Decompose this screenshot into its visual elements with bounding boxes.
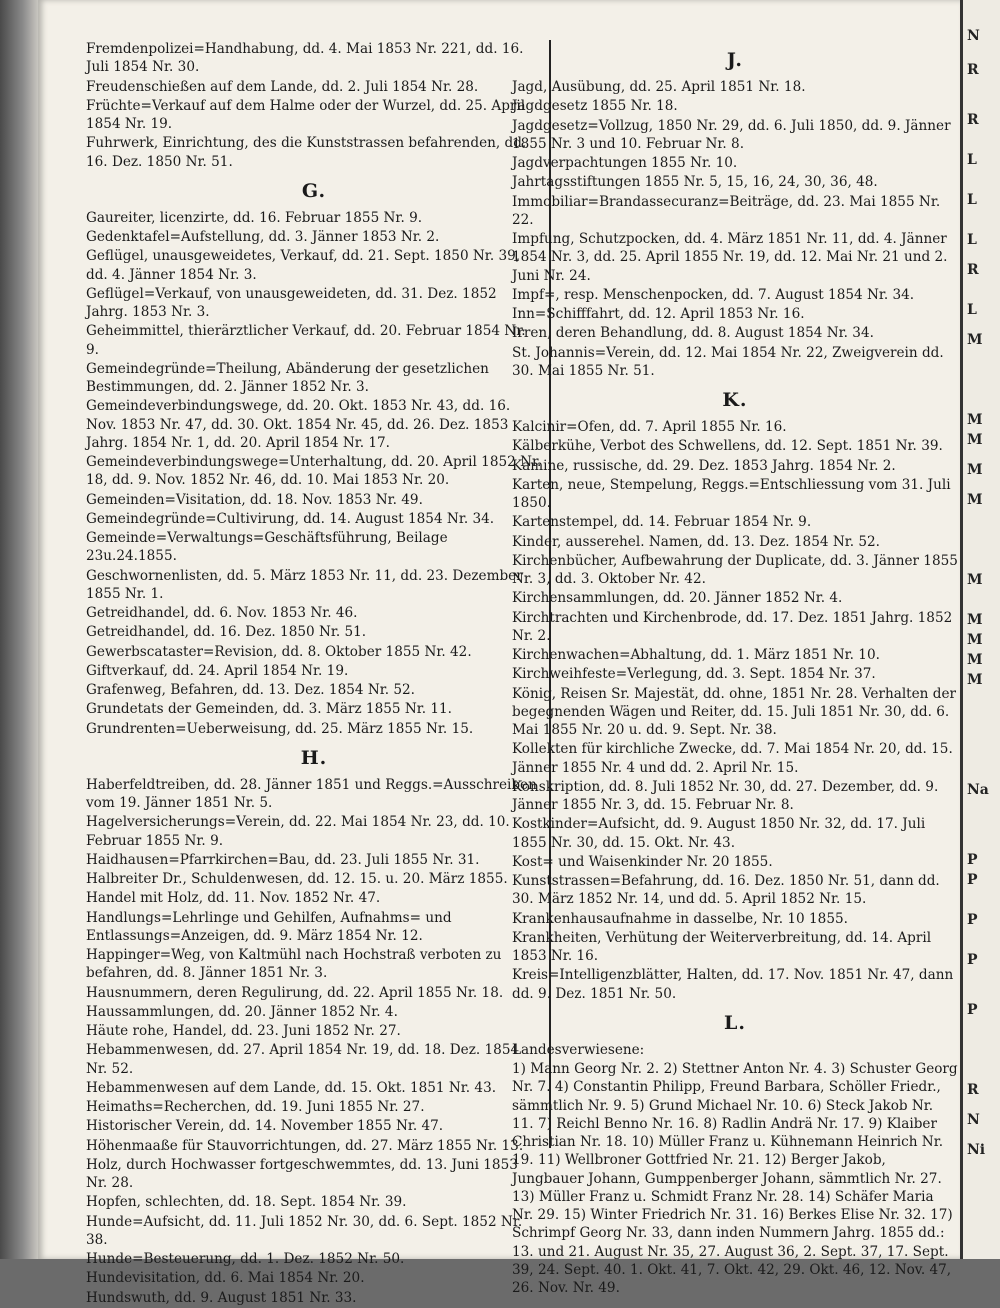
left-column: [86, 40, 542, 1308]
index-entry: Jagdverpachtungen 1855 Nr. 10.: [512, 155, 738, 171]
margin-glyph: M: [967, 632, 983, 648]
index-entry: Kostkinder=Aufsicht, dd. 9. August 1850 Nr. 32, dd. 17. Juli 1855 Nr. 30, dd. 15. Okt. Nr. 43.: [512, 816, 926, 851]
index-entry: Konskription, dd. 8. Juli 1852 Nr. 30, dd. 27. Dezember, dd. 9. Jänner 1855 Nr. 3, dd. 15. Februar Nr. 8.: [512, 778, 939, 813]
index-entry: Jagdgesetz=Vollzug, 1850 Nr. 29, dd. 6. Juli 1850, dd. 9. Jänner 1855 Nr. 3 und 10. Februar Nr. 8.: [512, 117, 951, 152]
index-entry: Gemeindeverbindungswege=Unterhaltung, dd. 20. April 1852 Nr. 18, dd. 9. Nov. 1852 Nr. 46, dd. 10. Mai 1853 Nr. 20.: [86, 454, 542, 489]
margin-glyph: Na: [967, 782, 989, 798]
index-entry: Jagd, Ausübung, dd. 25. April 1851 Nr. 18.: [512, 79, 806, 95]
index-paragraph: 1) Mann Georg Nr. 2. 2) Stettner Anton Nr. 4. 3) Schuster Georg Nr. 7. 4) Constantin Philipp, Freund Barbara, Schöller Friedr., sämmtlich Nr. 9. 5) Grund Michael Nr. 10. 6) Steck Jakob Nr. 11. 7) Reichl Benno Nr. 16. 8) Radlin Andrä Nr. 17. 9) Klaiber Christian Nr. 18. 10) Müller Franz u. Kühnemann Heinrich Nr. 19. 11) Wellbroner Gottfried Nr. 21. 12) Berger Jakob, Jungbauer Johann, Gumppenberger Johann, sämmtlich Nr. 27. 13) Müller Franz u. Schmidt Franz Nr. 28. 14) Schäfer Maria Nr. 29. 15) Winter Friedrich Nr. 31. 16) Berkes Elise Nr. 32. 17) Schrimpf Georg Nr. 33, dann inden Nummern Jahrg. 1855 dd.: 13. und 21. August Nr. 35, 27. August 36, 2. Sept. 37, 17. Sept. 39, 24. Sept. 40. 1. Okt. 41, 7. Okt. 42, 29. Okt. 46, 12. Nov. 47, 26. Nov. Nr. 49.: [512, 1061, 958, 1296]
index-entry: Irren, deren Behandlung, dd. 8. August 1854 Nr. 34.: [512, 325, 874, 342]
margin-glyph: M: [967, 652, 983, 668]
margin-glyph: P: [967, 852, 978, 868]
index-entry: Geheimmittel, thierärztlicher Verkauf, dd. 20. Februar 1854 Nr. 9.: [86, 323, 526, 358]
index-entry: Hagelversicherungs=Verein, dd. 22. Mai 1854 Nr. 23, dd. 10. Februar 1855 Nr. 9.: [86, 814, 510, 849]
index-entry: Kälberkühe, Verbot des Schwellens, dd. 12. Sept. 1851 Nr. 39.: [512, 438, 943, 455]
index-entry: Geschwornenlisten, dd. 5. März 1853 Nr. 11, dd. 23. Dezember 1855 Nr. 1.: [86, 567, 523, 602]
index-entry: Gemeindeverbindungswege, dd. 20. Okt. 1853 Nr. 43, dd. 16. Nov. 1853 Nr. 47, dd. 30. Okt. 1854 Nr. 45, dd. 26. Dez. 1853 Jahrg. 1854 Nr. 1, dd. 20. April 1854 Nr. 17.: [86, 398, 511, 451]
section-letter: H.: [300, 746, 328, 769]
margin-glyph: M: [967, 672, 983, 688]
margin-glyph: N: [967, 28, 980, 44]
right-column: [512, 40, 958, 1298]
index-entry: Jahrtagsstiftungen 1855 Nr. 5, 15, 16, 24, 30, 36, 48.: [512, 174, 878, 191]
index-entry: König, Reisen Sr. Majestät, dd. ohne, 1851 Nr. 28. Verhalten der begegnenden Wägen und Reiter, dd. 15. Juli 1851 Nr. 30, dd. 6. Mai 1855 Nr. 20 u. dd. 9. Sept. Nr. 38.: [512, 685, 957, 738]
index-entry: Kirchtrachten und Kirchenbrode, dd. 17. Dez. 1851 Jahrg. 1852 Nr. 2.: [512, 609, 953, 644]
index-entry: Krankheiten, Verhütung der Weiterverbreitung, dd. 14. April 1853 Nr. 16.: [512, 929, 932, 964]
index-entry: Kartenstempel, dd. 14. Februar 1854 Nr. 9.: [512, 514, 812, 531]
index-entry: Immobiliar=Brandassecuranz=Beiträge, dd. 23. Mai 1855 Nr. 22.: [512, 193, 941, 228]
margin-glyph: L: [967, 302, 977, 318]
index-entry: Kirchweihfeste=Verlegung, dd. 3. Sept. 1854 Nr. 37.: [512, 666, 876, 683]
margin-glyph: R: [967, 62, 979, 78]
index-entry: Fuhrwerk, Einrichtung, des die Kunststrassen befahrenden, dd. 16. Dez. 1850 Nr. 51.: [86, 135, 527, 170]
margin-glyph: M: [967, 462, 983, 478]
index-entry: Kunststrassen=Befahrung, dd. 16. Dez. 1850 Nr. 51, dann dd. 30. März 1852 Nr. 14, und dd. 5. April 1852 Nr. 15.: [512, 873, 940, 908]
index-entry: Geflügel, unausgeweidetes, Verkauf, dd. 21. Sept. 1850 Nr. 39, dd. 4. Jänner 1854 Nr. 3.: [86, 248, 521, 283]
section-letter: J.: [726, 49, 744, 71]
index-entry: Kreis=Intelligenzblätter, Halten, dd. 17. Nov. 1851 Nr. 47, dann dd. 9. Dez. 1851 Nr. 50.: [512, 967, 954, 1002]
index-entry: Hebammenwesen, dd. 27. April 1854 Nr. 19, dd. 18. Dez. 1854 Nr. 52.: [86, 1042, 520, 1077]
margin-glyph: R: [967, 112, 979, 128]
index-entry: Kollekten für kirchliche Zwecke, dd. 7. Mai 1854 Nr. 20, dd. 15. Jänner 1855 Nr. 4 und dd. 2. April Nr. 15.: [512, 741, 953, 776]
index-entry: Kalcinir=Ofen, dd. 7. April 1855 Nr. 16.: [512, 419, 787, 435]
index-entry: St. Johannis=Verein, dd. 12. Mai 1854 Nr. 22, Zweigverein dd. 30. Mai 1855 Nr. 51.: [512, 344, 944, 379]
section-letter: G.: [301, 179, 327, 202]
margin-glyph: M: [967, 492, 983, 508]
index-entry: Gemeinde=Verwaltungs=Geschäftsführung, Beilage 23u.24.1855.: [86, 530, 448, 565]
index-entry: Hausnummern, deren Regulirung, dd. 22. April 1855 Nr. 18.: [86, 984, 504, 1001]
index-entry: Hundswuth, dd. 9. August 1851 Nr. 33.: [86, 1289, 357, 1306]
margin-glyph: R: [967, 262, 979, 278]
index-entry: Hunde=Besteuerung, dd. 1. Dez. 1852 Nr. 50.: [86, 1251, 405, 1267]
index-entry: Gewerbscataster=Revision, dd. 8. Oktober 1855 Nr. 42.: [86, 643, 472, 660]
index-entry: Historischer Verein, dd. 14. November 1855 Nr. 47.: [86, 1118, 444, 1135]
index-entry: Hopfen, schlechten, dd. 18. Sept. 1854 Nr. 39.: [86, 1194, 407, 1211]
margin-glyph: P: [967, 912, 978, 928]
index-entry: Grafenweg, Befahren, dd. 13. Dez. 1854 Nr. 52.: [86, 682, 415, 698]
book-binding-edge: [0, 0, 38, 1259]
section-letter: K.: [722, 389, 748, 411]
index-entry: Häute rohe, Handel, dd. 23. Juni 1852 Nr. 27.: [86, 1023, 401, 1039]
index-entry: Gemeinden=Visitation, dd. 18. Nov. 1853 Nr. 49.: [86, 491, 423, 508]
index-entry: Grundetats der Gemeinden, dd. 3. März 1855 Nr. 11.: [86, 701, 453, 718]
margin-glyph: M: [967, 432, 983, 448]
index-entry: Inn=Schifffahrt, dd. 12. April 1853 Nr. 16.: [512, 306, 805, 322]
margin-glyph: N: [967, 1112, 980, 1128]
index-entry: Holz, durch Hochwasser fortgeschwemmtes, dd. 13. Juni 1853 Nr. 28.: [86, 1156, 518, 1191]
index-entry: Früchte=Verkauf auf dem Halme oder der Wurzel, dd. 25. April 1854 Nr. 19.: [86, 97, 526, 132]
index-entry: Getreidhandel, dd. 16. Dez. 1850 Nr. 51.: [86, 624, 367, 641]
index-entry: Hundevisitation, dd. 6. Mai 1854 Nr. 20.: [86, 1270, 365, 1287]
index-entry: Fremdenpolizei=Handhabung, dd. 4. Mai 1853 Nr. 221, dd. 16. Juli 1854 Nr. 30.: [86, 41, 524, 76]
index-entry: Kirchenbücher, Aufbewahrung der Duplicate, dd. 3. Jänner 1855 Nr. 3, dd. 3. Oktober Nr. 42.: [512, 552, 958, 587]
index-entry: Haberfeldtreiben, dd. 28. Jänner 1851 und Reggs.=Ausschreiben vom 19. Jänner 1851 Nr. 5.: [86, 776, 537, 811]
index-entry: Handlungs=Lehrlinge und Gehilfen, Aufnahms= und Entlassungs=Anzeigen, dd. 9. März 1854 Nr. 12.: [86, 909, 452, 944]
index-entry: Hebammenwesen auf dem Lande, dd. 15. Okt. 1851 Nr. 43.: [86, 1079, 497, 1096]
index-entry: Krankenhausaufnahme in dasselbe, Nr. 10 1855.: [512, 910, 848, 927]
adjacent-page-strip: [960, 0, 1000, 1259]
index-entry: Freudenschießen auf dem Lande, dd. 2. Juli 1854 Nr. 28.: [86, 78, 479, 95]
index-entry: Höhenmaaße für Stauvorrichtungen, dd. 27. März 1855 Nr. 13.: [86, 1137, 524, 1154]
index-entry: Hunde=Aufsicht, dd. 11. Juli 1852 Nr. 30, dd. 6. Sept. 1852 Nr. 38.: [86, 1213, 523, 1248]
index-entry: Impfung, Schutzpocken, dd. 4. März 1851 Nr. 11, dd. 4. Jänner 1854 Nr. 3, dd. 25. April 1855 Nr. 19, dd. 12. Mai Nr. 21 und 2. Juni Nr. 24.: [512, 231, 948, 284]
margin-glyph: M: [967, 572, 983, 588]
index-entry: Getreidhandel, dd. 6. Nov. 1853 Nr. 46.: [86, 605, 358, 621]
margin-glyph: L: [967, 192, 977, 208]
index-entry: Karten, neue, Stempelung, Reggs.=Entschliessung vom 31. Juli 1850.: [512, 476, 951, 511]
margin-glyph: L: [967, 232, 977, 248]
margin-glyph: P: [967, 952, 978, 968]
margin-glyph: R: [967, 1082, 979, 1098]
index-entry: Heimaths=Recherchen, dd. 19. Juni 1855 Nr. 27.: [86, 1099, 425, 1115]
index-entry: Kinder, ausserehel. Namen, dd. 13. Dez. 1854 Nr. 52.: [512, 533, 880, 550]
index-entry: Jagdgesetz 1855 Nr. 18.: [512, 98, 678, 115]
index-entry: Giftverkauf, dd. 24. April 1854 Nr. 19.: [86, 662, 349, 679]
margin-glyph: M: [967, 412, 983, 428]
index-entry: Gemeindegründe=Cultivirung, dd. 14. August 1854 Nr. 34.: [86, 510, 495, 527]
index-entry: Landesverwiesene:: [512, 1041, 645, 1058]
margin-glyph: M: [967, 612, 983, 628]
index-entry: Gemeindegründe=Theilung, Abänderung der gesetzlichen Bestimmungen, dd. 2. Jänner 1852 Nr. 3.: [86, 360, 489, 395]
index-entry: Geflügel=Verkauf, von unausgeweideten, dd. 31. Dez. 1852 Jahrg. 1853 Nr. 3.: [86, 285, 497, 320]
index-entry: Kirchenwachen=Abhaltung, dd. 1. März 1851 Nr. 10.: [512, 647, 880, 663]
margin-glyph: L: [967, 152, 977, 168]
margin-glyph: P: [967, 1002, 978, 1018]
index-entry: Handel mit Holz, dd. 11. Nov. 1852 Nr. 47.: [86, 890, 381, 907]
index-entry: Kirchensammlungen, dd. 20. Jänner 1852 Nr. 4.: [512, 590, 843, 607]
index-entry: Haussammlungen, dd. 20. Jänner 1852 Nr. 4.: [86, 1003, 398, 1020]
section-letter: L.: [724, 1011, 746, 1034]
index-entry: Gaureiter, licenzirte, dd. 16. Februar 1855 Nr. 9.: [86, 209, 423, 226]
index-entry: Impf=, resp. Menschenpocken, dd. 7. August 1854 Nr. 34.: [512, 286, 915, 303]
margin-glyph: M: [967, 332, 983, 348]
index-entry: Haidhausen=Pfarrkirchen=Bau, dd. 23. Juli 1855 Nr. 31.: [86, 851, 480, 868]
index-entry: Kamine, russische, dd. 29. Dez. 1853 Jahrg. 1854 Nr. 2.: [512, 457, 896, 474]
index-entry: Happinger=Weg, von Kaltmühl nach Hochstraß verboten zu befahren, dd. 8. Jänner 1851 Nr. 3.: [86, 947, 502, 982]
index-entry: Gedenktafel=Aufstellung, dd. 3. Jänner 1853 Nr. 2.: [86, 229, 440, 245]
index-entry: Grundrenten=Ueberweisung, dd. 25. März 1855 Nr. 15.: [86, 720, 474, 737]
index-entry: Halbreiter Dr., Schuldenwesen, dd. 12. 15. u. 20. März 1855.: [86, 871, 508, 887]
margin-glyph: P: [967, 872, 978, 888]
margin-glyph: Ni: [967, 1142, 986, 1158]
index-entry: Kost= und Waisenkinder Nr. 20 1855.: [512, 853, 773, 870]
